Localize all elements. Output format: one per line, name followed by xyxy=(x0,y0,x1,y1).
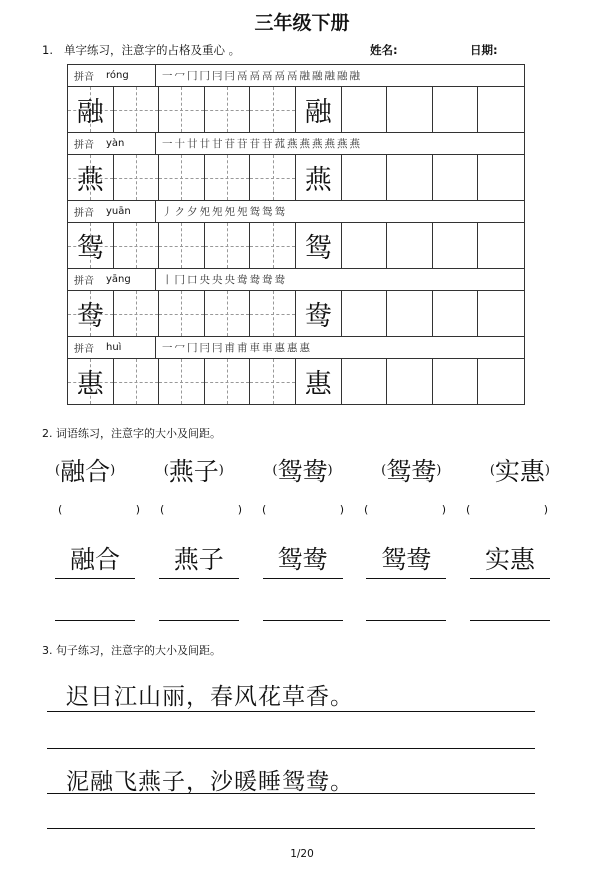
character-practice-grid xyxy=(67,64,525,405)
stroke-step: 菰 xyxy=(274,138,286,150)
practice-box xyxy=(478,155,524,200)
section2-heading: 2. 词语练习，注意字的大小及间距。 xyxy=(42,427,221,440)
stroke-step: 鸯 xyxy=(249,274,261,286)
stroke-step: 冃 xyxy=(212,342,224,354)
practice-box xyxy=(114,87,160,132)
stroke-order xyxy=(156,337,524,358)
copy-char-box xyxy=(296,155,342,200)
stroke-step: 丨 xyxy=(162,274,174,286)
stroke-step: 一 xyxy=(162,70,174,82)
pinyin-label: 拼音 xyxy=(74,344,94,355)
stroke-step: 鸳 xyxy=(274,206,286,218)
word-sample xyxy=(490,452,550,488)
stroke-step: 惠 xyxy=(274,342,286,354)
stroke-order xyxy=(156,65,524,86)
practice-box xyxy=(478,291,524,336)
word-text: 鸳鸯 xyxy=(386,457,437,486)
pinyin-text: yāng xyxy=(106,274,131,285)
practice-box xyxy=(159,87,205,132)
practice-box xyxy=(250,87,296,132)
stroke-step: 鸳 xyxy=(249,206,261,218)
paren-open: ( xyxy=(55,462,61,478)
model-char-box xyxy=(68,359,114,404)
practice-box xyxy=(250,291,296,336)
pinyin-blank xyxy=(466,503,548,516)
stroke-step: 苷 xyxy=(249,138,261,150)
copy-char-box xyxy=(296,87,342,132)
word-text: 融合 xyxy=(60,457,111,486)
stroke-step: 融 xyxy=(324,70,336,82)
paren-open: ( xyxy=(489,462,495,478)
pinyin-row xyxy=(68,65,524,87)
pinyin-blank xyxy=(364,503,446,516)
pinyin-cell xyxy=(68,269,156,290)
stroke-step: 冂 xyxy=(187,342,199,354)
paren-open: ( xyxy=(262,503,267,516)
section1-number: 1. xyxy=(42,43,53,57)
page-number: 1/20 xyxy=(290,848,314,860)
stroke-order xyxy=(156,133,524,154)
pinyin-cell xyxy=(68,133,156,154)
paren-open: ( xyxy=(272,462,278,478)
practice-box xyxy=(433,223,479,268)
practice-box xyxy=(159,359,205,404)
copy-char-box xyxy=(296,223,342,268)
stroke-step: 冃 xyxy=(224,70,236,82)
stroke-step: 燕 xyxy=(349,138,361,150)
practice-box xyxy=(114,291,160,336)
practice-box xyxy=(433,291,479,336)
word-copy: 融合 xyxy=(55,540,135,579)
word-sample xyxy=(164,452,224,488)
paren-open: ( xyxy=(160,503,165,516)
copy-char-box xyxy=(296,359,342,404)
stroke-order xyxy=(156,269,524,290)
practice-box xyxy=(159,223,205,268)
model-char: 鸯 xyxy=(304,301,332,332)
model-char: 燕 xyxy=(76,165,104,196)
pinyin-text: huì xyxy=(106,342,122,353)
practice-box xyxy=(205,87,251,132)
practice-box xyxy=(250,223,296,268)
writing-line xyxy=(47,711,535,712)
paren-close: ) xyxy=(436,462,442,478)
stroke-step: 鬲 xyxy=(262,70,274,82)
practice-box xyxy=(387,155,433,200)
practice-box xyxy=(159,155,205,200)
stroke-step: 一 xyxy=(162,138,174,150)
stroke-step: 口 xyxy=(187,274,199,286)
writing-boxes xyxy=(68,223,524,269)
stroke-step: 鬲 xyxy=(237,70,249,82)
pinyin-text: yuān xyxy=(106,206,131,217)
stroke-step: 冖 xyxy=(174,342,186,354)
stroke-step: 車 xyxy=(249,342,261,354)
paren-close: ) xyxy=(543,503,548,516)
practice-box xyxy=(114,223,160,268)
pinyin-label: 拼音 xyxy=(74,208,94,219)
stroke-step: 鸯 xyxy=(274,274,286,286)
section1-heading xyxy=(42,42,240,58)
model-char-box xyxy=(68,223,114,268)
pinyin-row xyxy=(68,133,524,155)
model-char-box xyxy=(68,155,114,200)
paren-close: ) xyxy=(237,503,242,516)
stroke-step: 央 xyxy=(224,274,236,286)
stroke-step: 廿 xyxy=(199,138,211,150)
word-copy: 鸳鸯 xyxy=(366,540,446,579)
practice-box xyxy=(342,291,388,336)
pinyin-blank xyxy=(58,503,140,516)
stroke-step: 冃 xyxy=(212,70,224,82)
model-char: 惠 xyxy=(76,369,104,400)
word-copy: 燕子 xyxy=(159,540,239,579)
model-char-box xyxy=(68,291,114,336)
practice-box xyxy=(342,87,388,132)
practice-box xyxy=(159,291,205,336)
writing-boxes xyxy=(68,155,524,201)
paren-open: ( xyxy=(364,503,369,516)
stroke-step: 鸳 xyxy=(262,206,274,218)
model-char: 燕 xyxy=(304,165,332,196)
stroke-step: 夕 xyxy=(187,206,199,218)
word-text: 实惠 xyxy=(494,457,545,486)
stroke-step: 燕 xyxy=(299,138,311,150)
stroke-step: 燕 xyxy=(312,138,324,150)
pinyin-label: 拼音 xyxy=(74,72,94,83)
pinyin-blank xyxy=(262,503,344,516)
section1-label: 单字练习，注意字的占格及重心 。 xyxy=(64,43,241,57)
practice-box xyxy=(205,223,251,268)
pinyin-row xyxy=(68,269,524,291)
section3-heading: 3. 句子练习，注意字的大小及间距。 xyxy=(42,644,221,657)
word-blank-line xyxy=(366,620,446,621)
stroke-step: 夗 xyxy=(212,206,224,218)
paren-open: ( xyxy=(466,503,471,516)
practice-box xyxy=(387,291,433,336)
stroke-step: ク xyxy=(174,206,186,218)
pinyin-cell xyxy=(68,201,156,222)
practice-box xyxy=(250,359,296,404)
word-blank-line xyxy=(470,620,550,621)
stroke-step: 鬲 xyxy=(287,70,299,82)
stroke-step: 鸯 xyxy=(237,274,249,286)
paren-close: ) xyxy=(441,503,446,516)
word-sample xyxy=(272,452,332,488)
pinyin-label: 拼音 xyxy=(74,140,94,151)
sentence-1: 迟日江山丽，春风花草香。 xyxy=(66,684,354,710)
word-blank-line xyxy=(55,620,135,621)
stroke-step: 甫 xyxy=(237,342,249,354)
stroke-step: 央 xyxy=(199,274,211,286)
name-label: 姓名: xyxy=(370,43,398,57)
practice-box xyxy=(342,359,388,404)
stroke-step: 冂 xyxy=(199,70,211,82)
stroke-step: 十 xyxy=(174,138,186,150)
writing-line xyxy=(47,828,535,829)
stroke-step: 融 xyxy=(349,70,361,82)
stroke-step: 冃 xyxy=(199,342,211,354)
stroke-step: 苷 xyxy=(224,138,236,150)
paren-close: ) xyxy=(135,503,140,516)
paren-close: ) xyxy=(110,462,116,478)
stroke-step: 甘 xyxy=(212,138,224,150)
practice-box xyxy=(478,87,524,132)
word-text: 燕子 xyxy=(168,457,219,486)
word-copy-row xyxy=(55,540,550,579)
stroke-step: 夗 xyxy=(199,206,211,218)
stroke-step: 冂 xyxy=(187,70,199,82)
practice-box xyxy=(114,155,160,200)
stroke-step: 夗 xyxy=(224,206,236,218)
paren-close: ) xyxy=(544,462,550,478)
paren-close: ) xyxy=(327,462,333,478)
word-sample xyxy=(381,452,441,488)
paren-open: ( xyxy=(58,503,63,516)
paren-close: ) xyxy=(218,462,224,478)
model-char-box xyxy=(68,87,114,132)
practice-box xyxy=(205,359,251,404)
word-copy: 实惠 xyxy=(470,540,550,579)
pinyin-text: yàn xyxy=(106,138,125,149)
practice-box xyxy=(114,359,160,404)
practice-box xyxy=(433,359,479,404)
writing-line xyxy=(47,748,535,749)
stroke-step: 車 xyxy=(262,342,274,354)
stroke-step: 融 xyxy=(337,70,349,82)
model-char: 融 xyxy=(304,97,332,128)
practice-box xyxy=(387,359,433,404)
practice-box xyxy=(205,291,251,336)
word-copy: 鸳鸯 xyxy=(263,540,343,579)
stroke-step: 冂 xyxy=(174,274,186,286)
word-samples xyxy=(55,452,550,488)
practice-box xyxy=(478,359,524,404)
practice-box xyxy=(433,155,479,200)
stroke-step: 廿 xyxy=(187,138,199,150)
writing-boxes xyxy=(68,359,524,404)
stroke-step: 丿 xyxy=(162,206,174,218)
practice-box xyxy=(387,87,433,132)
model-char: 鸯 xyxy=(76,301,104,332)
stroke-step: 苷 xyxy=(237,138,249,150)
stroke-step: 惠 xyxy=(287,342,299,354)
paren-close: ) xyxy=(339,503,344,516)
stroke-step: 苷 xyxy=(262,138,274,150)
stroke-step: 央 xyxy=(212,274,224,286)
stroke-step: 融 xyxy=(312,70,324,82)
paren-open: ( xyxy=(163,462,169,478)
word-blank-line xyxy=(159,620,239,621)
model-char: 鸳 xyxy=(304,233,332,264)
practice-box xyxy=(342,155,388,200)
writing-boxes xyxy=(68,291,524,337)
practice-box xyxy=(342,223,388,268)
stroke-step: 鸯 xyxy=(262,274,274,286)
pinyin-cell xyxy=(68,65,156,86)
pinyin-row xyxy=(68,337,524,359)
word-blank-row xyxy=(55,620,550,621)
stroke-order xyxy=(156,201,524,222)
pinyin-cell xyxy=(68,337,156,358)
date-label: 日期: xyxy=(470,43,498,57)
stroke-step: 一 xyxy=(162,342,174,354)
practice-box xyxy=(387,223,433,268)
pinyin-text: róng xyxy=(106,70,129,81)
stroke-step: 夗 xyxy=(237,206,249,218)
stroke-step: 鬲 xyxy=(274,70,286,82)
model-char: 鸳 xyxy=(76,233,104,264)
practice-box xyxy=(205,155,251,200)
pinyin-blank xyxy=(160,503,242,516)
stroke-step: 燕 xyxy=(337,138,349,150)
stroke-step: 燕 xyxy=(287,138,299,150)
practice-box xyxy=(433,87,479,132)
writing-line xyxy=(47,793,535,794)
copy-char-box xyxy=(296,291,342,336)
pinyin-label: 拼音 xyxy=(74,276,94,287)
page-title: 三年级下册 xyxy=(254,12,350,34)
practice-box xyxy=(478,223,524,268)
practice-box xyxy=(250,155,296,200)
sentence-2: 泥融飞燕子，沙暖睡鸳鸯。 xyxy=(66,769,354,795)
stroke-step: 鬲 xyxy=(249,70,261,82)
writing-boxes xyxy=(68,87,524,133)
stroke-step: 甫 xyxy=(224,342,236,354)
paren-open: ( xyxy=(381,462,387,478)
stroke-step: 燕 xyxy=(324,138,336,150)
stroke-step: 融 xyxy=(299,70,311,82)
pinyin-blanks xyxy=(58,503,548,516)
word-blank-line xyxy=(263,620,343,621)
stroke-step: 冖 xyxy=(174,70,186,82)
word-sample xyxy=(55,452,115,488)
model-char: 惠 xyxy=(304,369,332,400)
model-char: 融 xyxy=(76,97,104,128)
pinyin-row xyxy=(68,201,524,223)
word-text: 鸳鸯 xyxy=(277,457,328,486)
stroke-step: 惠 xyxy=(299,342,311,354)
